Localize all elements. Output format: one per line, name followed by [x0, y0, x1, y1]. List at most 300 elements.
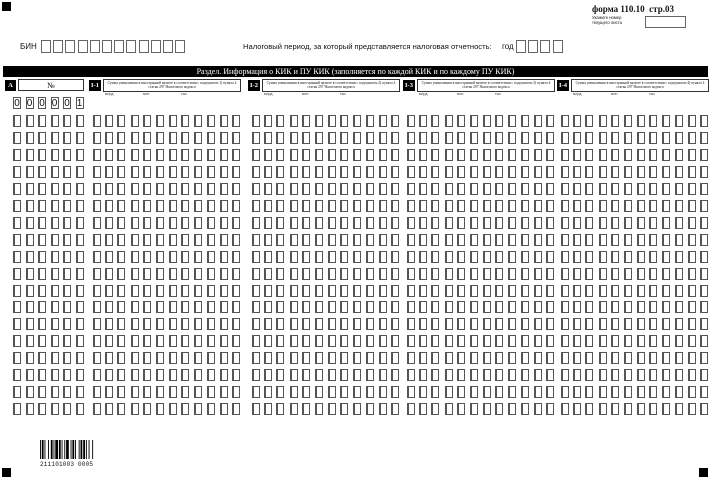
amount-digit-cell[interactable] — [662, 369, 670, 381]
amount-digit-cell[interactable] — [431, 166, 439, 178]
amount-digit-cell[interactable] — [611, 234, 619, 246]
amount-digit-cell[interactable] — [407, 132, 415, 144]
amount-digit-cell[interactable] — [353, 166, 361, 178]
row-number-cell[interactable] — [63, 352, 71, 364]
amount-digit-cell[interactable] — [561, 183, 569, 195]
amount-digit-cell[interactable] — [407, 386, 415, 398]
amount-digit-cell[interactable] — [407, 183, 415, 195]
amount-digit-cell[interactable] — [366, 268, 374, 280]
amount-digit-cell[interactable] — [649, 132, 657, 144]
amount-digit-cell[interactable] — [220, 183, 228, 195]
amount-digit-cell[interactable] — [328, 285, 336, 297]
amount-digit-cell[interactable] — [315, 335, 323, 347]
amount-digit-cell[interactable] — [457, 268, 465, 280]
amount-digit-cell[interactable] — [264, 318, 272, 330]
row-number-cell[interactable] — [51, 403, 59, 415]
amount-digit-cell[interactable] — [508, 149, 516, 161]
amount-digit-cell[interactable] — [407, 352, 415, 364]
amount-digit-cell[interactable] — [508, 301, 516, 313]
amount-digit-cell[interactable] — [624, 166, 632, 178]
amount-digit-cell[interactable] — [169, 166, 177, 178]
amount-digit-cell[interactable] — [419, 200, 427, 212]
amount-digit-cell[interactable] — [483, 166, 491, 178]
amount-digit-cell[interactable] — [181, 352, 189, 364]
amount-digit-cell[interactable] — [276, 335, 284, 347]
amount-digit-cell[interactable] — [232, 183, 240, 195]
bin-digit-cell[interactable] — [102, 40, 112, 53]
amount-digit-cell[interactable] — [252, 285, 260, 297]
amount-digit-cell[interactable] — [117, 149, 125, 161]
amount-digit-cell[interactable] — [276, 268, 284, 280]
amount-digit-cell[interactable] — [431, 318, 439, 330]
amount-digit-cell[interactable] — [508, 335, 516, 347]
amount-digit-cell[interactable] — [700, 335, 708, 347]
amount-digit-cell[interactable] — [391, 352, 399, 364]
amount-digit-cell[interactable] — [252, 268, 260, 280]
amount-digit-cell[interactable] — [290, 183, 298, 195]
amount-digit-cell[interactable] — [599, 217, 607, 229]
amount-digit-cell[interactable] — [328, 335, 336, 347]
amount-digit-cell[interactable] — [340, 268, 348, 280]
amount-digit-cell[interactable] — [508, 403, 516, 415]
amount-digit-cell[interactable] — [573, 386, 581, 398]
amount-digit-cell[interactable] — [232, 386, 240, 398]
amount-digit-cell[interactable] — [521, 301, 529, 313]
amount-digit-cell[interactable] — [624, 183, 632, 195]
amount-digit-cell[interactable] — [637, 183, 645, 195]
amount-digit-cell[interactable] — [431, 132, 439, 144]
amount-digit-cell[interactable] — [264, 268, 272, 280]
amount-digit-cell[interactable] — [207, 318, 215, 330]
amount-digit-cell[interactable] — [169, 335, 177, 347]
amount-digit-cell[interactable] — [688, 132, 696, 144]
amount-digit-cell[interactable] — [445, 301, 453, 313]
amount-digit-cell[interactable] — [585, 318, 593, 330]
amount-digit-cell[interactable] — [573, 234, 581, 246]
amount-digit-cell[interactable] — [700, 234, 708, 246]
amount-digit-cell[interactable] — [131, 403, 139, 415]
amount-digit-cell[interactable] — [143, 268, 151, 280]
amount-digit-cell[interactable] — [143, 183, 151, 195]
amount-digit-cell[interactable] — [573, 318, 581, 330]
row-number-cell[interactable] — [51, 132, 59, 144]
amount-digit-cell[interactable] — [353, 403, 361, 415]
amount-digit-cell[interactable] — [391, 183, 399, 195]
amount-digit-cell[interactable] — [131, 251, 139, 263]
row-number-cell[interactable] — [26, 386, 34, 398]
amount-digit-cell[interactable] — [276, 285, 284, 297]
amount-digit-cell[interactable] — [637, 268, 645, 280]
amount-digit-cell[interactable] — [181, 251, 189, 263]
amount-digit-cell[interactable] — [561, 115, 569, 127]
amount-digit-cell[interactable] — [391, 403, 399, 415]
amount-digit-cell[interactable] — [649, 335, 657, 347]
amount-digit-cell[interactable] — [290, 285, 298, 297]
amount-digit-cell[interactable] — [143, 132, 151, 144]
amount-digit-cell[interactable] — [637, 166, 645, 178]
bin-digit-cell[interactable] — [65, 40, 75, 53]
amount-digit-cell[interactable] — [470, 403, 478, 415]
amount-digit-cell[interactable] — [573, 132, 581, 144]
amount-digit-cell[interactable] — [353, 268, 361, 280]
amount-digit-cell[interactable] — [117, 369, 125, 381]
amount-digit-cell[interactable] — [194, 149, 202, 161]
amount-digit-cell[interactable] — [483, 251, 491, 263]
amount-digit-cell[interactable] — [105, 132, 113, 144]
row-number-cell[interactable] — [13, 132, 21, 144]
amount-digit-cell[interactable] — [611, 183, 619, 195]
amount-digit-cell[interactable] — [611, 369, 619, 381]
amount-digit-cell[interactable] — [143, 166, 151, 178]
amount-digit-cell[interactable] — [483, 183, 491, 195]
amount-digit-cell[interactable] — [105, 301, 113, 313]
amount-digit-cell[interactable] — [419, 386, 427, 398]
amount-digit-cell[interactable] — [302, 234, 310, 246]
amount-digit-cell[interactable] — [105, 115, 113, 127]
amount-digit-cell[interactable] — [445, 369, 453, 381]
amount-digit-cell[interactable] — [207, 268, 215, 280]
amount-digit-cell[interactable] — [220, 132, 228, 144]
amount-digit-cell[interactable] — [353, 301, 361, 313]
amount-digit-cell[interactable] — [264, 403, 272, 415]
amount-digit-cell[interactable] — [624, 132, 632, 144]
amount-digit-cell[interactable] — [276, 386, 284, 398]
amount-digit-cell[interactable] — [649, 285, 657, 297]
amount-digit-cell[interactable] — [431, 268, 439, 280]
row-number-cell[interactable] — [38, 352, 46, 364]
row-number-cell[interactable] — [38, 369, 46, 381]
amount-digit-cell[interactable] — [379, 386, 387, 398]
amount-digit-cell[interactable] — [156, 149, 164, 161]
amount-digit-cell[interactable] — [181, 149, 189, 161]
amount-digit-cell[interactable] — [232, 403, 240, 415]
row-number-cell[interactable] — [76, 335, 84, 347]
amount-digit-cell[interactable] — [700, 183, 708, 195]
amount-digit-cell[interactable] — [340, 251, 348, 263]
amount-digit-cell[interactable] — [457, 301, 465, 313]
amount-digit-cell[interactable] — [340, 132, 348, 144]
amount-digit-cell[interactable] — [534, 369, 542, 381]
amount-digit-cell[interactable] — [688, 403, 696, 415]
amount-digit-cell[interactable] — [117, 115, 125, 127]
amount-digit-cell[interactable] — [379, 132, 387, 144]
amount-digit-cell[interactable] — [105, 369, 113, 381]
amount-digit-cell[interactable] — [546, 268, 554, 280]
amount-digit-cell[interactable] — [169, 251, 177, 263]
amount-digit-cell[interactable] — [353, 318, 361, 330]
amount-digit-cell[interactable] — [290, 115, 298, 127]
amount-digit-cell[interactable] — [624, 115, 632, 127]
amount-digit-cell[interactable] — [611, 301, 619, 313]
row-number-cell[interactable] — [38, 234, 46, 246]
amount-digit-cell[interactable] — [521, 217, 529, 229]
amount-digit-cell[interactable] — [688, 115, 696, 127]
amount-digit-cell[interactable] — [105, 149, 113, 161]
amount-digit-cell[interactable] — [93, 285, 101, 297]
amount-digit-cell[interactable] — [457, 149, 465, 161]
amount-digit-cell[interactable] — [207, 200, 215, 212]
row-number-cell[interactable] — [13, 149, 21, 161]
amount-digit-cell[interactable] — [637, 200, 645, 212]
row-number-cell[interactable] — [76, 369, 84, 381]
amount-digit-cell[interactable] — [700, 386, 708, 398]
amount-digit-cell[interactable] — [534, 115, 542, 127]
amount-digit-cell[interactable] — [599, 166, 607, 178]
amount-digit-cell[interactable] — [156, 132, 164, 144]
amount-digit-cell[interactable] — [252, 115, 260, 127]
amount-digit-cell[interactable] — [290, 149, 298, 161]
amount-digit-cell[interactable] — [340, 285, 348, 297]
amount-digit-cell[interactable] — [143, 335, 151, 347]
amount-digit-cell[interactable] — [419, 352, 427, 364]
amount-digit-cell[interactable] — [105, 217, 113, 229]
amount-digit-cell[interactable] — [637, 132, 645, 144]
amount-digit-cell[interactable] — [675, 234, 683, 246]
amount-digit-cell[interactable] — [419, 132, 427, 144]
amount-digit-cell[interactable] — [483, 285, 491, 297]
amount-digit-cell[interactable] — [445, 200, 453, 212]
amount-digit-cell[interactable] — [328, 149, 336, 161]
amount-digit-cell[interactable] — [508, 285, 516, 297]
row-number-cell[interactable] — [26, 115, 34, 127]
row-number-cell[interactable] — [13, 251, 21, 263]
amount-digit-cell[interactable] — [93, 234, 101, 246]
amount-digit-cell[interactable] — [131, 285, 139, 297]
amount-digit-cell[interactable] — [169, 200, 177, 212]
amount-digit-cell[interactable] — [220, 285, 228, 297]
amount-digit-cell[interactable] — [495, 149, 503, 161]
amount-digit-cell[interactable] — [276, 352, 284, 364]
amount-digit-cell[interactable] — [495, 352, 503, 364]
amount-digit-cell[interactable] — [649, 268, 657, 280]
amount-digit-cell[interactable] — [315, 183, 323, 195]
row-number-cell[interactable] — [63, 251, 71, 263]
amount-digit-cell[interactable] — [264, 115, 272, 127]
amount-digit-cell[interactable] — [483, 352, 491, 364]
amount-digit-cell[interactable] — [391, 115, 399, 127]
amount-digit-cell[interactable] — [252, 217, 260, 229]
amount-digit-cell[interactable] — [131, 369, 139, 381]
amount-digit-cell[interactable] — [379, 217, 387, 229]
row-number-cell[interactable] — [13, 301, 21, 313]
amount-digit-cell[interactable] — [546, 217, 554, 229]
amount-digit-cell[interactable] — [662, 200, 670, 212]
row-number-cell[interactable] — [76, 352, 84, 364]
amount-digit-cell[interactable] — [366, 301, 374, 313]
amount-digit-cell[interactable] — [573, 200, 581, 212]
amount-digit-cell[interactable] — [315, 234, 323, 246]
amount-digit-cell[interactable] — [117, 301, 125, 313]
amount-digit-cell[interactable] — [611, 335, 619, 347]
amount-digit-cell[interactable] — [379, 285, 387, 297]
amount-digit-cell[interactable] — [407, 166, 415, 178]
amount-digit-cell[interactable] — [637, 285, 645, 297]
amount-digit-cell[interactable] — [391, 386, 399, 398]
amount-digit-cell[interactable] — [131, 352, 139, 364]
amount-digit-cell[interactable] — [470, 268, 478, 280]
amount-digit-cell[interactable] — [495, 268, 503, 280]
amount-digit-cell[interactable] — [483, 318, 491, 330]
amount-digit-cell[interactable] — [561, 268, 569, 280]
amount-digit-cell[interactable] — [181, 132, 189, 144]
amount-digit-cell[interactable] — [181, 369, 189, 381]
amount-digit-cell[interactable] — [143, 318, 151, 330]
amount-digit-cell[interactable] — [495, 301, 503, 313]
amount-digit-cell[interactable] — [445, 166, 453, 178]
amount-digit-cell[interactable] — [290, 234, 298, 246]
year-digit-cell[interactable] — [516, 40, 526, 53]
amount-digit-cell[interactable] — [637, 369, 645, 381]
amount-digit-cell[interactable] — [585, 183, 593, 195]
amount-digit-cell[interactable] — [445, 115, 453, 127]
amount-digit-cell[interactable] — [521, 369, 529, 381]
amount-digit-cell[interactable] — [93, 318, 101, 330]
amount-digit-cell[interactable] — [353, 183, 361, 195]
amount-digit-cell[interactable] — [495, 234, 503, 246]
amount-digit-cell[interactable] — [599, 251, 607, 263]
amount-digit-cell[interactable] — [599, 183, 607, 195]
amount-digit-cell[interactable] — [700, 318, 708, 330]
amount-digit-cell[interactable] — [93, 200, 101, 212]
amount-digit-cell[interactable] — [495, 166, 503, 178]
bin-digit-cell[interactable] — [126, 40, 136, 53]
amount-digit-cell[interactable] — [156, 166, 164, 178]
amount-digit-cell[interactable] — [117, 268, 125, 280]
amount-digit-cell[interactable] — [105, 335, 113, 347]
amount-digit-cell[interactable] — [315, 352, 323, 364]
amount-digit-cell[interactable] — [445, 149, 453, 161]
amount-digit-cell[interactable] — [181, 200, 189, 212]
amount-digit-cell[interactable] — [624, 301, 632, 313]
year-digit-cell[interactable] — [540, 40, 550, 53]
amount-digit-cell[interactable] — [156, 268, 164, 280]
row-number-cell[interactable] — [51, 369, 59, 381]
amount-digit-cell[interactable] — [445, 335, 453, 347]
amount-digit-cell[interactable] — [457, 234, 465, 246]
amount-digit-cell[interactable] — [445, 386, 453, 398]
amount-digit-cell[interactable] — [573, 285, 581, 297]
amount-digit-cell[interactable] — [366, 132, 374, 144]
amount-digit-cell[interactable] — [624, 335, 632, 347]
amount-digit-cell[interactable] — [561, 335, 569, 347]
amount-digit-cell[interactable] — [599, 285, 607, 297]
row-number-cell[interactable] — [76, 149, 84, 161]
row-number-cell[interactable] — [63, 369, 71, 381]
amount-digit-cell[interactable] — [508, 217, 516, 229]
amount-digit-cell[interactable] — [117, 217, 125, 229]
amount-digit-cell[interactable] — [340, 149, 348, 161]
amount-digit-cell[interactable] — [328, 132, 336, 144]
amount-digit-cell[interactable] — [207, 369, 215, 381]
amount-digit-cell[interactable] — [508, 115, 516, 127]
bin-digit-cell[interactable] — [53, 40, 63, 53]
amount-digit-cell[interactable] — [181, 234, 189, 246]
amount-digit-cell[interactable] — [649, 352, 657, 364]
amount-digit-cell[interactable] — [207, 301, 215, 313]
amount-digit-cell[interactable] — [457, 403, 465, 415]
row-number-cell[interactable] — [63, 403, 71, 415]
amount-digit-cell[interactable] — [611, 268, 619, 280]
amount-digit-cell[interactable] — [445, 251, 453, 263]
amount-digit-cell[interactable] — [379, 335, 387, 347]
amount-digit-cell[interactable] — [573, 115, 581, 127]
amount-digit-cell[interactable] — [391, 149, 399, 161]
amount-digit-cell[interactable] — [143, 285, 151, 297]
amount-digit-cell[interactable] — [117, 166, 125, 178]
amount-digit-cell[interactable] — [561, 149, 569, 161]
amount-digit-cell[interactable] — [470, 115, 478, 127]
row-number-cell[interactable] — [38, 149, 46, 161]
row-number-cell[interactable] — [13, 352, 21, 364]
amount-digit-cell[interactable] — [276, 234, 284, 246]
amount-digit-cell[interactable] — [207, 234, 215, 246]
amount-digit-cell[interactable] — [252, 352, 260, 364]
bin-digit-cell[interactable] — [41, 40, 51, 53]
amount-digit-cell[interactable] — [675, 301, 683, 313]
amount-digit-cell[interactable] — [252, 386, 260, 398]
amount-digit-cell[interactable] — [276, 183, 284, 195]
amount-digit-cell[interactable] — [181, 183, 189, 195]
amount-digit-cell[interactable] — [419, 234, 427, 246]
amount-digit-cell[interactable] — [599, 132, 607, 144]
row-number-cell[interactable] — [76, 268, 84, 280]
amount-digit-cell[interactable] — [181, 217, 189, 229]
amount-digit-cell[interactable] — [194, 318, 202, 330]
amount-digit-cell[interactable] — [366, 183, 374, 195]
amount-digit-cell[interactable] — [624, 352, 632, 364]
amount-digit-cell[interactable] — [431, 369, 439, 381]
amount-digit-cell[interactable] — [169, 149, 177, 161]
amount-digit-cell[interactable] — [105, 251, 113, 263]
row-number-cell[interactable] — [51, 386, 59, 398]
amount-digit-cell[interactable] — [688, 200, 696, 212]
amount-digit-cell[interactable] — [117, 183, 125, 195]
amount-digit-cell[interactable] — [143, 149, 151, 161]
amount-digit-cell[interactable] — [117, 403, 125, 415]
amount-digit-cell[interactable] — [302, 217, 310, 229]
amount-digit-cell[interactable] — [264, 335, 272, 347]
amount-digit-cell[interactable] — [169, 268, 177, 280]
amount-digit-cell[interactable] — [599, 115, 607, 127]
amount-digit-cell[interactable] — [169, 352, 177, 364]
amount-digit-cell[interactable] — [431, 403, 439, 415]
amount-digit-cell[interactable] — [328, 318, 336, 330]
amount-digit-cell[interactable] — [470, 200, 478, 212]
amount-digit-cell[interactable] — [662, 183, 670, 195]
amount-digit-cell[interactable] — [315, 166, 323, 178]
amount-digit-cell[interactable] — [143, 251, 151, 263]
amount-digit-cell[interactable] — [445, 285, 453, 297]
row-number-cell[interactable] — [26, 369, 34, 381]
amount-digit-cell[interactable] — [131, 183, 139, 195]
amount-digit-cell[interactable] — [457, 183, 465, 195]
amount-digit-cell[interactable] — [207, 386, 215, 398]
amount-digit-cell[interactable] — [156, 183, 164, 195]
amount-digit-cell[interactable] — [194, 115, 202, 127]
amount-digit-cell[interactable] — [649, 318, 657, 330]
row-number-cell[interactable] — [63, 318, 71, 330]
amount-digit-cell[interactable] — [534, 234, 542, 246]
amount-digit-cell[interactable] — [585, 335, 593, 347]
amount-digit-cell[interactable] — [302, 149, 310, 161]
amount-digit-cell[interactable] — [688, 268, 696, 280]
amount-digit-cell[interactable] — [276, 115, 284, 127]
amount-digit-cell[interactable] — [457, 132, 465, 144]
amount-digit-cell[interactable] — [662, 335, 670, 347]
row-number-cell[interactable] — [13, 183, 21, 195]
amount-digit-cell[interactable] — [315, 285, 323, 297]
amount-digit-cell[interactable] — [93, 301, 101, 313]
